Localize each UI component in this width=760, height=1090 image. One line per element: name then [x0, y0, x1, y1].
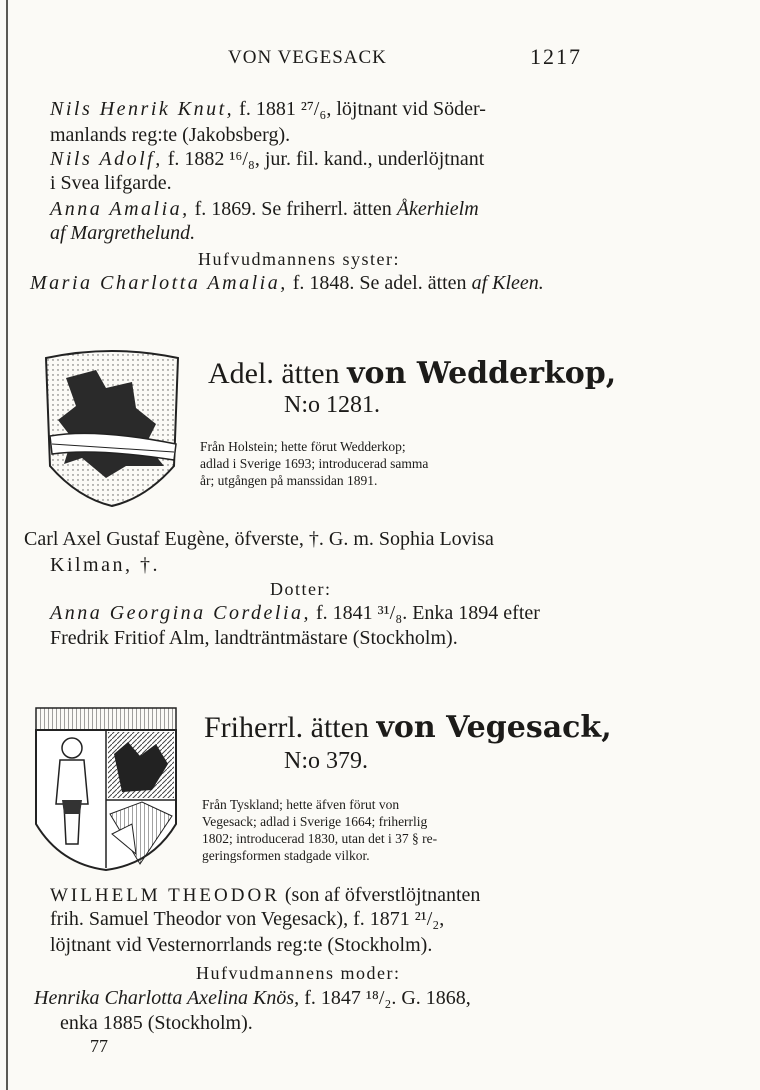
person-name: Henrika Charlotta Axelina Knös,	[34, 987, 300, 1009]
family-title: Adel. ätten von Wedderkop,	[208, 356, 617, 391]
entry-line: Nils Henrik Knut, f. 1881 ²⁷/₆, löjtnant vid Söder-	[50, 98, 486, 120]
entry-line: Maria Charlotta Amalia, f. 1848. Se adel. ätten af Kleen.	[30, 272, 544, 294]
entry-line: Anna Georgina Cordelia, f. 1841 ³¹/₈. Enka 1894 efter	[50, 602, 540, 624]
family-description-line: 1802; introducerad 1830, utan det i 37 § re-	[202, 831, 438, 846]
entry-line: enka 1885 (Stockholm).	[60, 1012, 253, 1034]
person-name: Nils Henrik Knut,	[50, 98, 235, 120]
entry-line: löjtnant vid Vesternorrlands reg:te (Stockholm).	[50, 934, 433, 956]
family-title: Friherrl. ätten von Vegesack,	[204, 710, 612, 745]
family-description-line: Vegesack; adlad i Sverige 1664; friherrlig	[202, 814, 428, 829]
family-description-line: år; utgången på manssidan 1891.	[200, 473, 378, 488]
page-edge-rule	[6, 0, 8, 1090]
entry-line: Henrika Charlotta Axelina Knös, f. 1847 ¹⁸/₂. G. 1868,	[34, 987, 471, 1009]
page-number: 1217	[530, 44, 582, 69]
family-number: N:o 379.	[284, 748, 368, 774]
coat-of-arms-wedderkop	[36, 348, 188, 508]
person-name: Nils Adolf,	[50, 148, 163, 170]
entry-line: i Svea lifgarde.	[50, 172, 172, 194]
entry-line: Anna Amalia, f. 1869. Se friherrl. ätten Åkerhielm	[50, 198, 479, 220]
person-name: WILHELM THEODOR	[50, 885, 280, 906]
person-name: Maria Charlotta Amalia,	[30, 272, 288, 294]
person-name: Anna Amalia,	[50, 198, 190, 220]
entry-line: Fredrik Fritiof Alm, landträntmästare (Stockholm).	[50, 627, 458, 649]
family-description-line: geringsformen stadgade vilkor.	[202, 848, 370, 863]
family-description-line: Från Tyskland; hette äfven förut von	[202, 797, 400, 812]
entry-line: Nils Adolf, f. 1882 ¹⁶/₈, jur. fil. kand., underlöjtnant	[50, 148, 485, 170]
printer-signature: 77	[90, 1036, 108, 1056]
running-header: VON VEGESACK	[228, 47, 387, 68]
entry-line: manlands reg:te (Jakobsberg).	[50, 124, 291, 146]
entry-line: Carl Axel Gustaf Eugène, öfverste, †. G. m. Sophia Lovisa	[24, 528, 494, 550]
section-heading: Hufvudmannens syster:	[198, 249, 400, 269]
coat-of-arms-vegesack	[32, 704, 180, 874]
entry-line: WILHELM THEODOR (son af öfverstlöjtnanten	[50, 884, 481, 906]
entry-line: af Margrethelund.	[50, 222, 196, 244]
section-heading: Dotter:	[270, 579, 332, 599]
family-number: N:o 1281.	[284, 392, 380, 418]
family-description-line: Från Holstein; hette förut Wedderkop;	[200, 439, 406, 454]
entry-line: frih. Samuel Theodor von Vegesack), f. 1871 ²¹/₂,	[50, 908, 445, 930]
family-description-line: adlad i Sverige 1693; introducerad samma	[200, 456, 429, 471]
entry-line: Kilman, †.	[50, 554, 160, 576]
person-name: Anna Georgina Cordelia,	[50, 602, 312, 624]
section-heading: Hufvudmannens moder:	[196, 963, 401, 983]
